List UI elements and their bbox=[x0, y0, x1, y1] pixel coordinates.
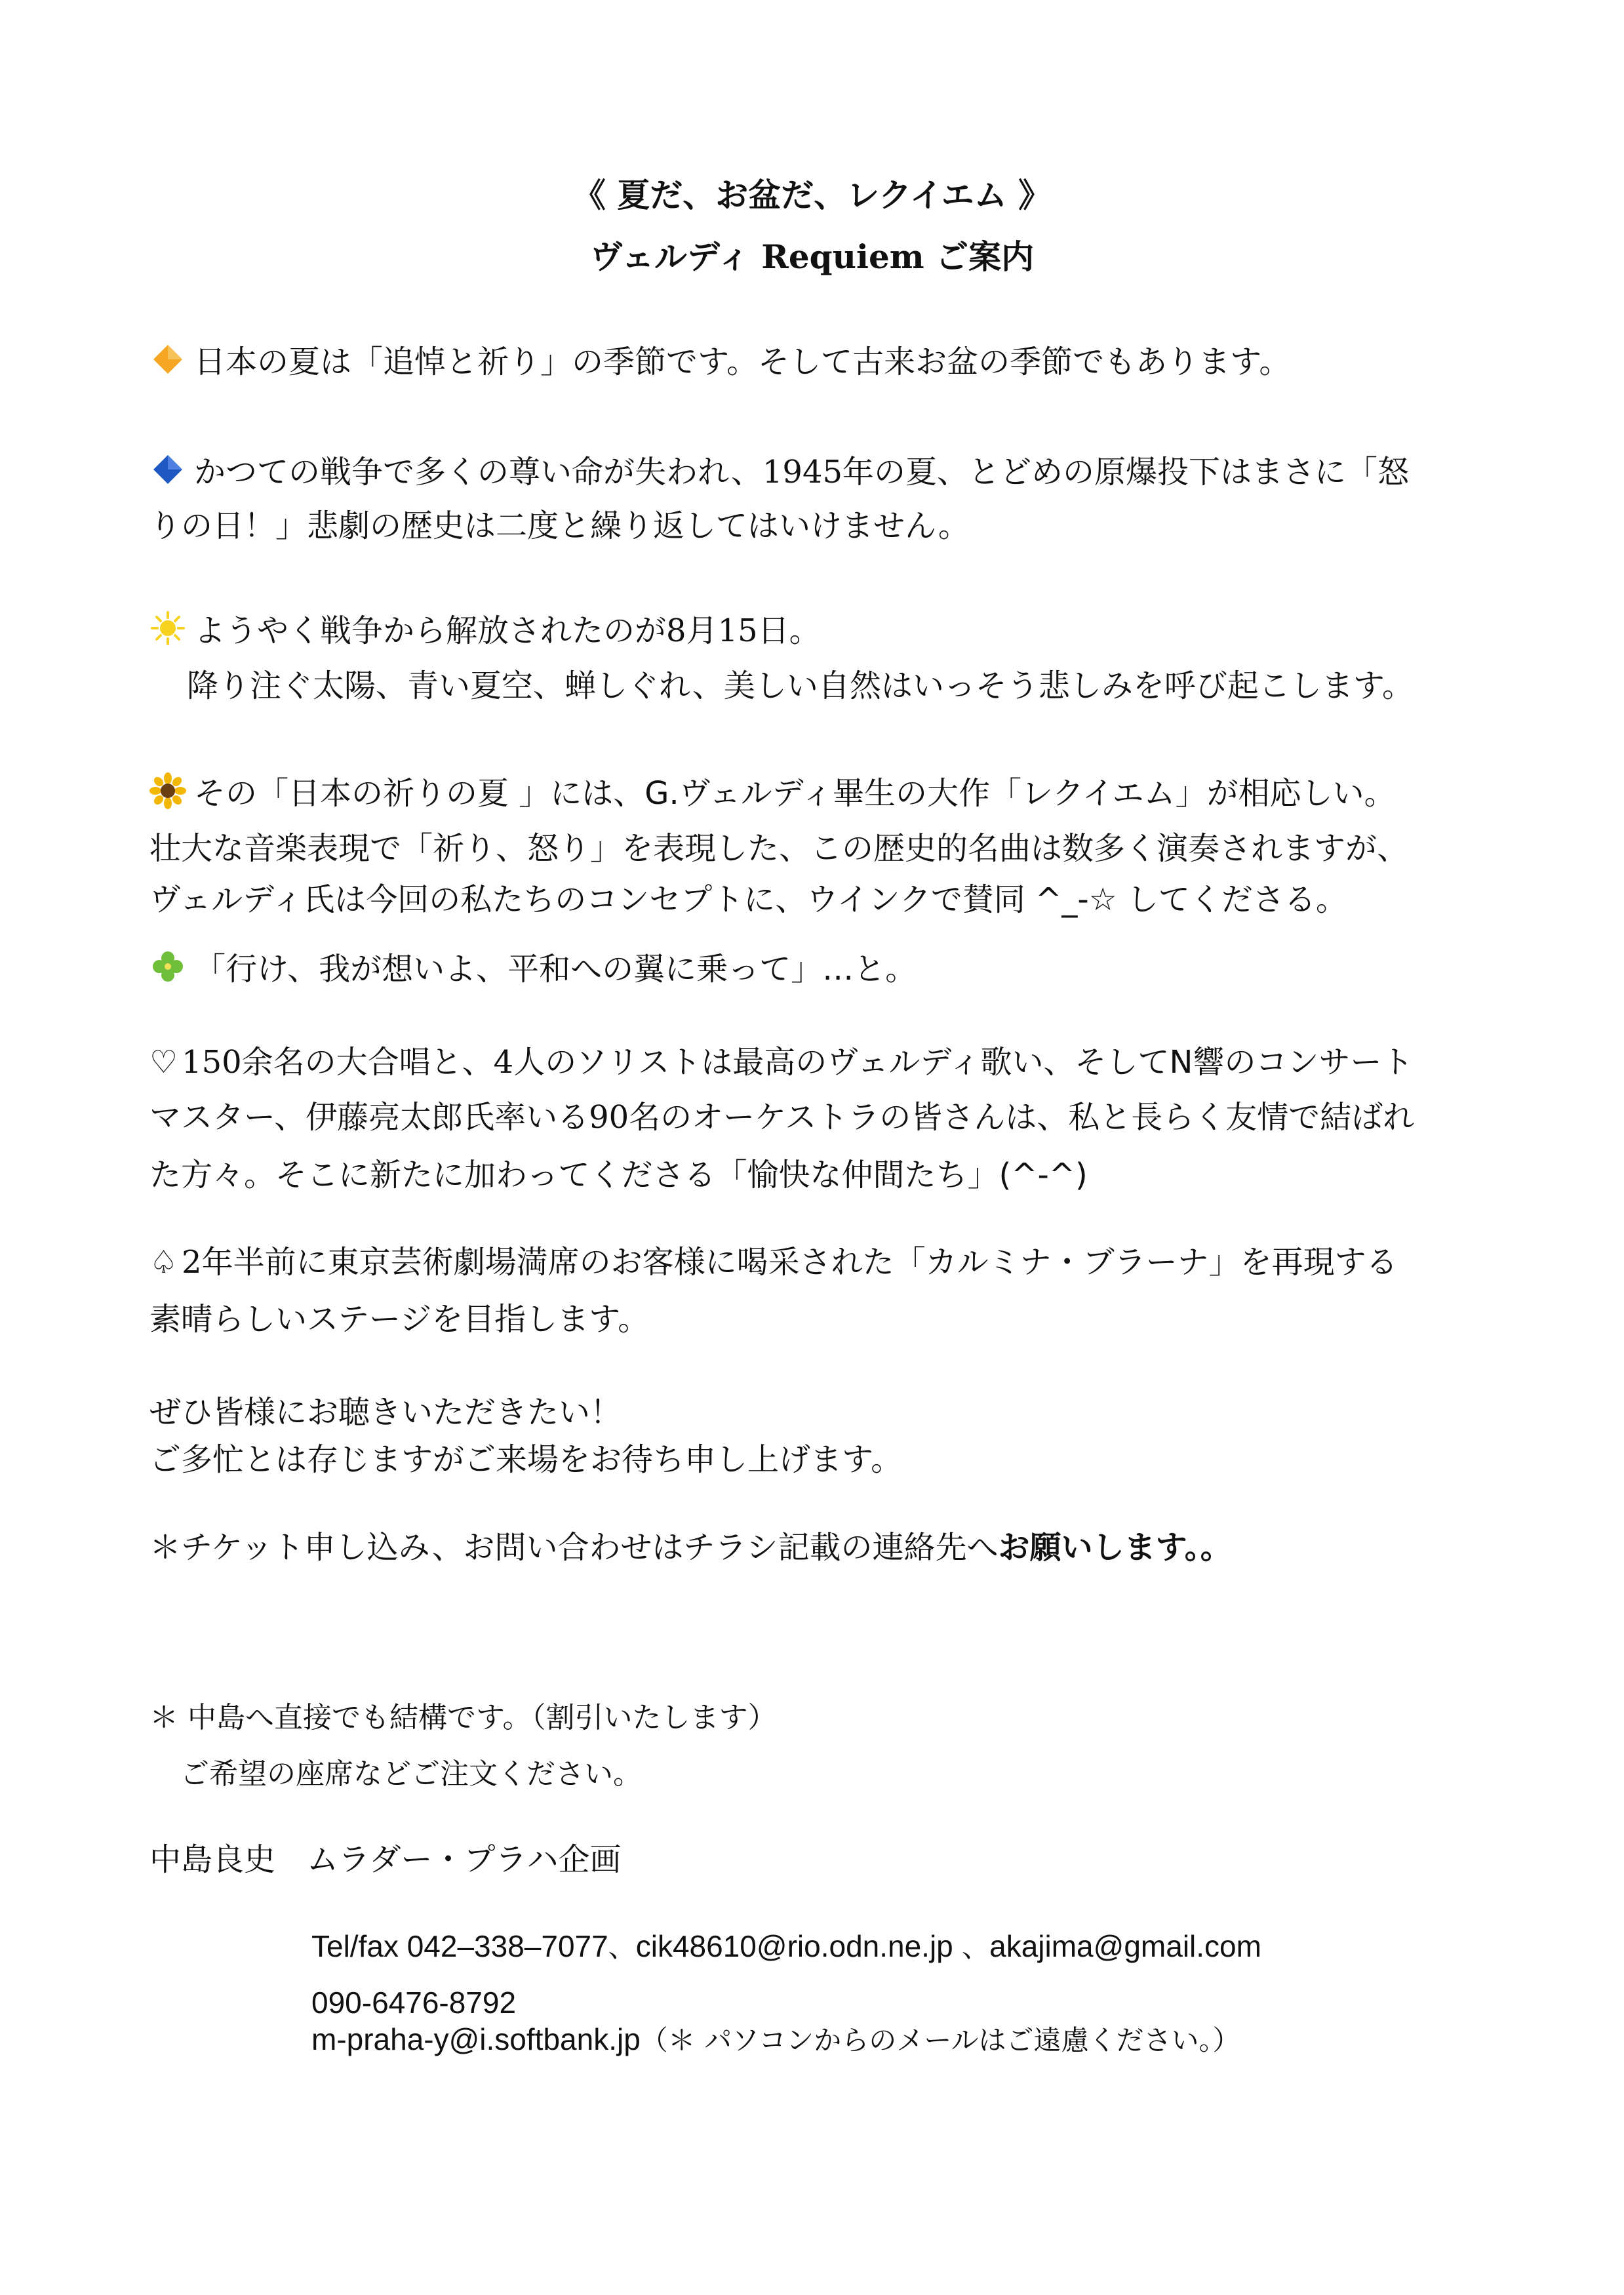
email-link-gmail[interactable]: akajima@gmail.com bbox=[989, 1929, 1261, 1963]
paragraph-1 bbox=[149, 341, 1290, 382]
paragraph-9 bbox=[149, 1528, 1232, 1567]
paragraph-4-line-2-text: 壮大な音楽表現で「祈り、怒り」を表現した、この歴史的名曲は数多く演奏されますが、 bbox=[149, 830, 1409, 867]
paragraph-2-text-b: 年の夏、とどめの原爆投下はまさに「怒 bbox=[842, 454, 1410, 490]
page-subtitle bbox=[0, 237, 1624, 277]
paragraph-8-line-2-text: ご多忙とは存じますがご来場をお待ち申し上げます。 bbox=[149, 1441, 903, 1478]
paragraph-3-day: 15 bbox=[717, 612, 758, 649]
email-link-softbank[interactable]: m-praha-y@i.softbank.jp bbox=[311, 2022, 641, 2056]
footer-note-1 bbox=[149, 1698, 776, 1738]
orange-diamond-icon bbox=[149, 341, 186, 378]
paragraph-4-line-1-text: その「日本の祈りの夏 」には、G.ヴェルディ畢生の大作「レクイエム」が相応しい。 bbox=[194, 775, 1396, 812]
footer-note-2-text: ご希望の座席などご注文ください。 bbox=[180, 1757, 642, 1791]
blue-diamond-icon bbox=[149, 451, 186, 488]
mobile-phone: 090-6476-8792 bbox=[311, 1986, 517, 2020]
paragraph-2-line-2 bbox=[149, 506, 970, 546]
paragraph-7-line-2 bbox=[149, 1300, 649, 1339]
paragraph-5 bbox=[149, 948, 917, 989]
paragraph-9-text-b: お願いします。。 bbox=[998, 1529, 1232, 1566]
spade-outline-icon: ♤ bbox=[149, 1244, 178, 1281]
paragraph-9-text-a: ＊チケット申し込み、お問い合わせはチラシ記載の連絡先へ bbox=[149, 1529, 999, 1566]
clover-icon bbox=[149, 948, 186, 985]
softbank-note: （＊ パソコンからのメールはご遠慮ください。） bbox=[640, 2024, 1240, 2056]
subtitle-suffix: ご案内 bbox=[924, 238, 1035, 276]
sunflower-icon bbox=[149, 772, 186, 809]
paragraph-3-line-2-text: 降り注ぐ太陽、青い夏空、蝉しぐれ、美しい自然はいっそう悲しみを呼び起こします。 bbox=[187, 668, 1414, 704]
paragraph-2-line-2-text: りの日！」悲劇の歴史は二度と繰り返してはいけません。 bbox=[149, 508, 970, 544]
paragraph-8-line-2 bbox=[149, 1440, 902, 1479]
paragraph-7-years: 2 bbox=[182, 1244, 202, 1281]
paragraph-7-line-1 bbox=[149, 1243, 1398, 1282]
paragraph-1-line-1: 日本の夏は「追悼と祈り」の季節です。そして古来お盆の季節でもあります。 bbox=[194, 344, 1291, 380]
paragraph-3-text-a: ようやく戦争から解放されたのが bbox=[194, 612, 667, 649]
contact-line-2 bbox=[311, 1984, 516, 2021]
contact-line-1 bbox=[311, 1928, 1261, 1966]
paragraph-3-text-b: 月 bbox=[686, 612, 718, 649]
paragraph-6-line-1 bbox=[149, 1043, 1413, 1082]
paragraph-2-text-a: かつての戦争で多くの尊い命が失われ、 bbox=[194, 454, 762, 490]
subtitle-requiem: Requiem bbox=[761, 237, 924, 276]
paragraph-7-text-a: 年半前に東京芸術劇場満席のお客様に喝采された「カルミナ・ブラーナ」を再現する bbox=[201, 1244, 1398, 1281]
paragraph-6-line-3 bbox=[149, 1155, 1088, 1195]
paragraph-4-line-2 bbox=[149, 829, 1408, 868]
contact-separator-1: 、 bbox=[608, 1931, 636, 1963]
paragraph-8-line-1-text: ぜひ皆様にお聴きいただきたい！ bbox=[149, 1394, 622, 1431]
subtitle-prefix: ヴェルディ bbox=[589, 238, 762, 276]
signature-text: 中島良史 ムラダー・プラハ企画 bbox=[149, 1841, 622, 1878]
paragraph-6-chorus-count: 150 bbox=[182, 1044, 242, 1081]
tel-fax: Tel/fax 042–338–7077 bbox=[311, 1929, 608, 1963]
footer-note-1-text: ＊ 中島へ直接でも結構です。（割引いたします） bbox=[149, 1701, 777, 1734]
contact-line-3 bbox=[311, 2021, 1240, 2059]
heart-outline-icon: ♡ bbox=[149, 1044, 178, 1081]
footer-signature bbox=[149, 1840, 622, 1879]
paragraph-2-line-1 bbox=[149, 451, 1409, 492]
paragraph-6-soloist-count: 4 bbox=[493, 1044, 514, 1081]
paragraph-7-line-2-text: 素晴らしいステージを目指します。 bbox=[149, 1301, 650, 1338]
paragraph-3-line-2 bbox=[187, 666, 1414, 706]
sun-icon bbox=[149, 610, 186, 647]
contact-separator-2: 、 bbox=[953, 1931, 990, 1963]
paragraph-6-line-2-text-a: マスター、伊藤亮太郎氏率いる bbox=[149, 1099, 589, 1136]
email-link-odn[interactable]: cik48610@rio.odn.ne.jp bbox=[635, 1929, 953, 1963]
page-title bbox=[0, 176, 1624, 215]
paragraph-6-text-b: 人のソリストは最高のヴェルディ歌い、そしてN響のコンサート bbox=[513, 1044, 1414, 1081]
paragraph-3-line-1 bbox=[149, 610, 821, 650]
paragraph-6-orchestra-count: 90 bbox=[589, 1099, 629, 1136]
paragraph-8-line-1 bbox=[149, 1393, 622, 1432]
paragraph-4-line-1 bbox=[149, 772, 1396, 813]
paragraph-4-line-3-text: ヴェルディ氏は今回の私たちのコンセプトに、ウインクで賛同 ^_-☆ してくださる。 bbox=[149, 881, 1347, 918]
paragraph-2-year: 1945 bbox=[762, 454, 843, 490]
paragraph-6-line-2 bbox=[149, 1098, 1414, 1137]
paragraph-3-month: 8 bbox=[666, 612, 686, 649]
paragraph-5-text: 「行け、我が想いよ、平和への翼に乗って」…と。 bbox=[194, 951, 917, 988]
paragraph-6-line-3-text: た方々。そこに新たに加わってくださる「愉快な仲間たち」(^-^) bbox=[149, 1157, 1088, 1193]
paragraph-4-line-3 bbox=[149, 880, 1347, 919]
paragraph-6-line-2-text-b: 名のオーケストラの皆さんは、私と長らく友情で結ばれ bbox=[629, 1099, 1415, 1136]
paragraph-3-text-c: 日。 bbox=[757, 612, 821, 649]
title-line1: 《 夏だ、お盆だ、レクイエム 》 bbox=[572, 176, 1052, 214]
paragraph-6-text-a: 余名の大合唱と、 bbox=[241, 1044, 494, 1081]
footer-note-2 bbox=[180, 1755, 642, 1794]
